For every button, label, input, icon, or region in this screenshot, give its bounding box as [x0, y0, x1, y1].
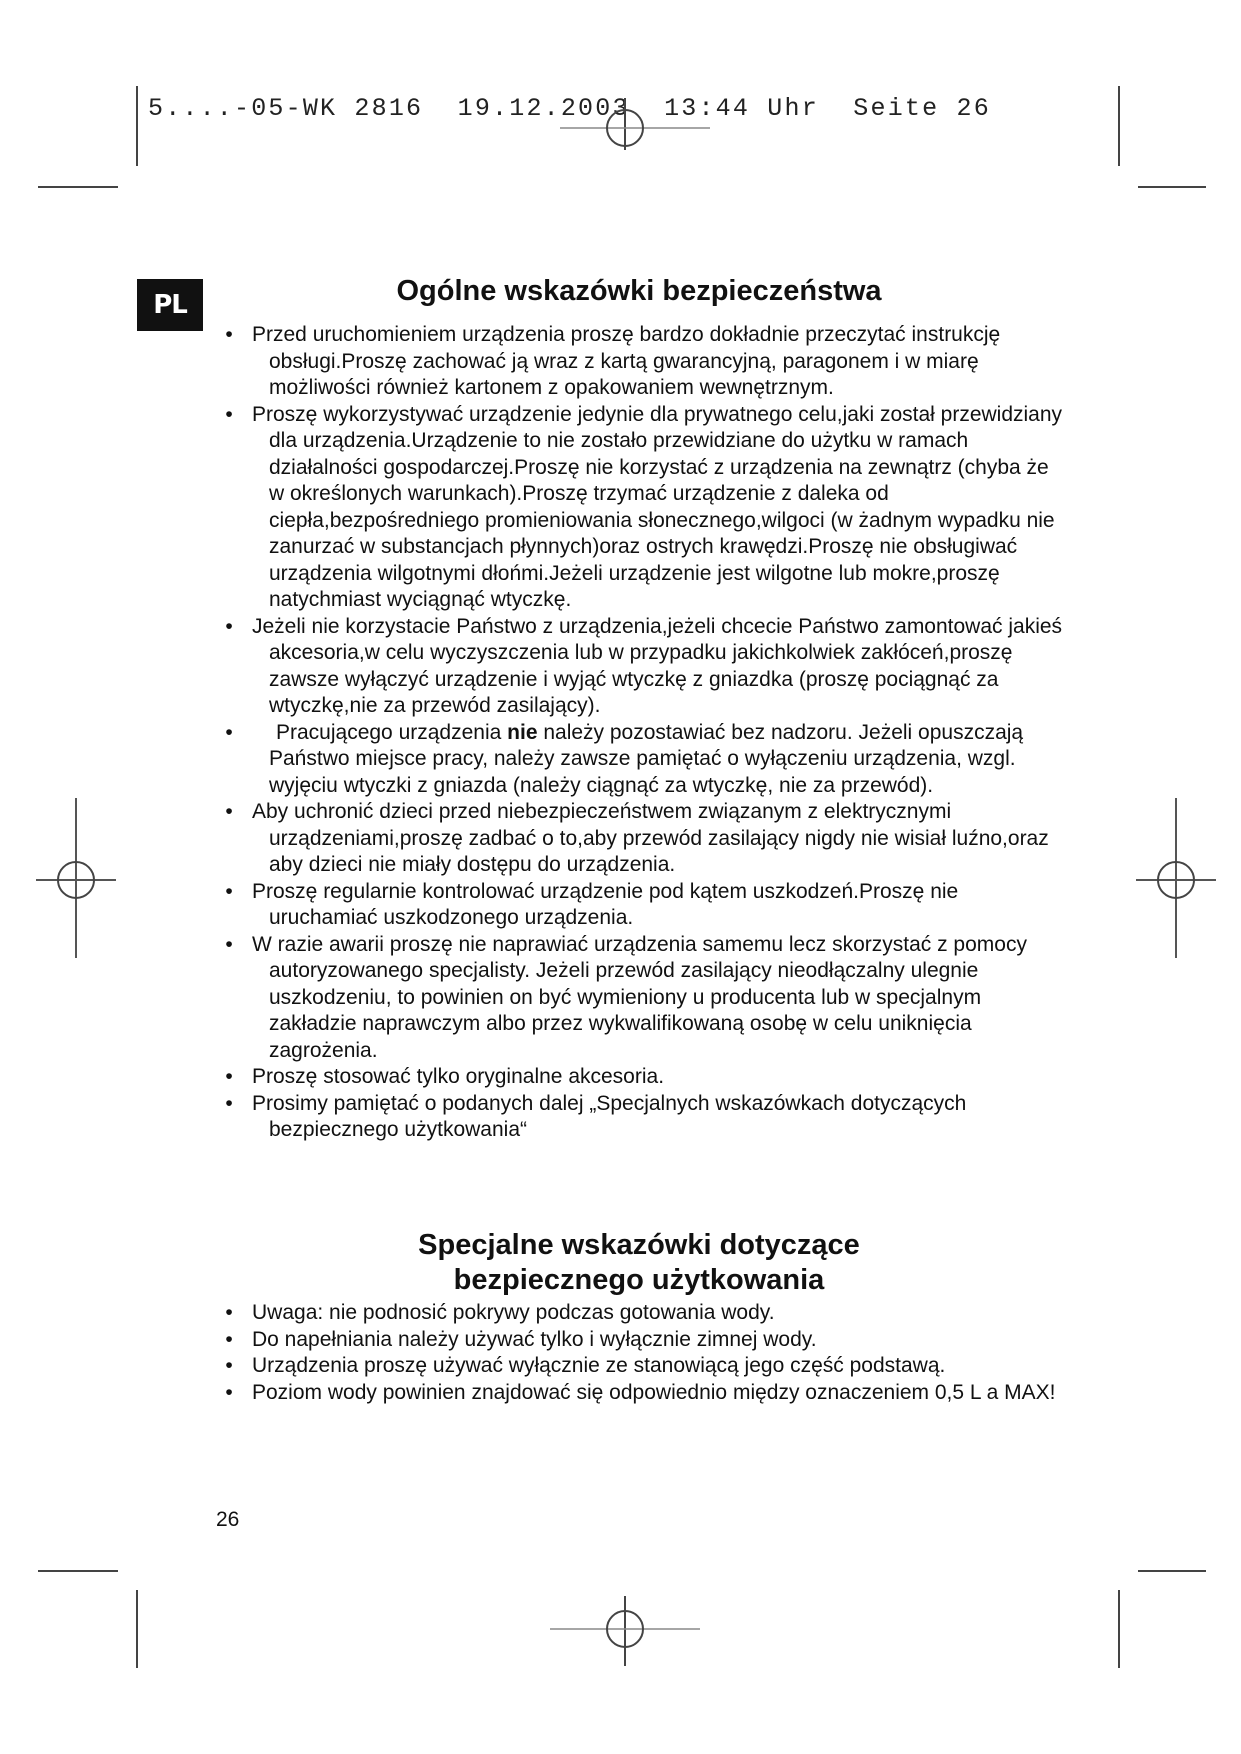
crop-mark-bottom-left-horizontal — [38, 1570, 118, 1572]
list-item-text-after: należy pozostawiać bez nadzoru. Jeżeli opuszczają Państwo miejsce pracy, należy zawsze pamiętać o wyłączeniu urządzenia, wzgl. wyjęciu wtyczki z gniazda (należy ciągnąć za wtyczkę, nie za przewód). — [269, 720, 1024, 797]
section1-title: Ogólne wskazówki bezpieczeństwa — [396, 275, 882, 307]
list-item-text: W razie awarii proszę nie naprawiać urządzenia samemu lecz skorzystać z pomocy autoryzowanego specjalisty. Jeżeli przewód zasilający nieodłączalny ulegnie uszkodzeniu, to powinien on być wymieniony u producenta lub w specjalnym zakładzie naprawczym albo przez wykwalifikowaną osobę w celu uniknięcia zagrożenia. — [252, 932, 1027, 1062]
list-item-text: Prosimy pamiętać o podanych dalej „Specjalnych wskazówkach dotyczących bezpiecznego użytkowania“ — [252, 1091, 967, 1141]
bullet-icon: • — [225, 932, 233, 956]
bullet-icon: • — [225, 1301, 233, 1324]
crop-mark-top-left-horizontal — [38, 186, 118, 188]
section2-title-line2: bezpiecznego użytkowania — [453, 1264, 825, 1296]
emphasis-text: nie — [507, 720, 538, 744]
list-item — [218, 1091, 1068, 1144]
bullet-icon: • — [225, 1380, 233, 1404]
list-item-text: Proszę wykorzystywać urządzenie jedynie dla prywatnego celu,jaki został przewidziany dla urządzenia.Urządzenie to nie zostało przewidziane do użytku w ramach działalności gospodarczej.Proszę nie korzystać z urządzenia na zewnątrz (chyba że w określonych warunkach).Proszę trzymać urządzenie z daleka od ciepła,bezpośredniego promieniowania słonecznego,wilgoci (w żadnym wypadku nie zanurzać w substancjach płynnych)oraz ostrych krawędzi.Proszę nie obsługiwać urządzenia wilgotnymi dłońmi.Jeżeli urządzenie jest wilgotne lub mokre,proszę natychmiast wyciągnąć wtyczkę. — [252, 402, 1063, 611]
print-slug: 5....-05-WK 2816 19.12.2003 13:44 Uhr Seite 26 — [148, 94, 991, 123]
list-item — [218, 799, 1068, 879]
bullet-icon: • — [225, 1091, 233, 1115]
page-number: 26 — [216, 1508, 240, 1531]
crop-mark-top-left-vertical — [136, 86, 138, 166]
bullet-icon: • — [225, 1327, 233, 1351]
list-item-text: Jeżeli nie korzystacie Państwo z urządzenia,jeżeli chcecie Państwo zamontować jakieś akcesoria,w celu wyczyszczenia lub w przypadku jakichkolwiek zakłóceń,proszę zawsze wyłączyć urządzenie i wyjąć wtyczkę z gniazdka (proszę pociągnąć za wtyczkę,nie za przewód zasilający). — [252, 614, 1063, 717]
list-item — [218, 1064, 1068, 1091]
list-item — [218, 932, 1068, 1065]
crop-mark-top-right-vertical — [1118, 86, 1120, 166]
list-item-text: Aby uchronić dzieci przed niebezpieczeństwem związanym z elektrycznymi urządzeniami,proszę zadbać o to,aby przewód zasilający nigdy nie wisiał luźno,oraz aby dzieci nie miały dostępu do urządzenia. — [252, 800, 1049, 876]
list-item — [218, 1300, 1068, 1327]
list-item — [218, 879, 1068, 932]
list-item-text: Proszę stosować tylko oryginalne akcesoria. — [252, 1065, 665, 1088]
bullet-icon: • — [225, 614, 233, 638]
list-item — [218, 614, 1068, 720]
bullet-icon: • — [225, 402, 233, 426]
crop-mark-bottom-right-vertical — [1118, 1590, 1120, 1668]
registration-mark-bottom — [550, 1596, 700, 1676]
registration-mark-top — [560, 98, 710, 178]
list-item — [218, 402, 1068, 614]
bullet-icon: • — [225, 1065, 233, 1088]
list-item-text-before: Pracującego urządzenia — [276, 720, 508, 744]
list-item-text: Urządzenia proszę używać wyłącznie ze stanowiącą jego część podstawą. — [252, 1354, 946, 1377]
list-item-text: Poziom wody powinien znajdować się odpowiednio między oznaczeniem 0,5 L a MAX! — [252, 1380, 1056, 1404]
list-item-text: Proszę regularnie kontrolować urządzenie pod kątem uszkodzeń.Proszę nie uruchamiać uszkodzonego urządzenia. — [252, 879, 959, 929]
crop-mark-bottom-left-vertical — [136, 1590, 138, 1668]
list-item — [218, 1353, 1068, 1380]
registration-mark-left — [36, 798, 116, 958]
section2-title-line1: Specjalne wskazówki dotyczące — [418, 1229, 860, 1261]
registration-mark-right — [1136, 798, 1216, 958]
list-item — [218, 1327, 1068, 1354]
list-item-text — [252, 720, 1068, 800]
list-item-text: Przed uruchomieniem urządzenia proszę bardzo dokładnie przeczytać instrukcję obsługi.Proszę zachować ją wraz z kartą gwarancyjną, paragonem i w miarę możliwości również kartonem z opakowaniem wewnętrznym. — [252, 323, 1001, 399]
list-item — [218, 322, 1068, 402]
list-item — [218, 720, 1068, 800]
bullet-icon: • — [225, 1354, 233, 1377]
list-item — [218, 1380, 1068, 1407]
list-item-text: Uwaga: nie podnosić pokrywy podczas gotowania wody. — [252, 1301, 775, 1324]
crop-mark-bottom-right-horizontal — [1138, 1570, 1206, 1572]
section1-list — [218, 322, 1068, 1144]
section2-title — [214, 1228, 1064, 1298]
crop-mark-top-right-horizontal — [1138, 186, 1206, 188]
section2-list — [218, 1300, 1068, 1406]
bullet-icon: • — [225, 323, 233, 346]
bullet-icon: • — [225, 879, 233, 903]
language-tab: PL — [137, 279, 203, 331]
bullet-icon: • — [225, 720, 233, 744]
list-item-text: Do napełniania należy używać tylko i wyłącznie zimnej wody. — [252, 1327, 817, 1351]
bullet-icon: • — [225, 800, 233, 823]
